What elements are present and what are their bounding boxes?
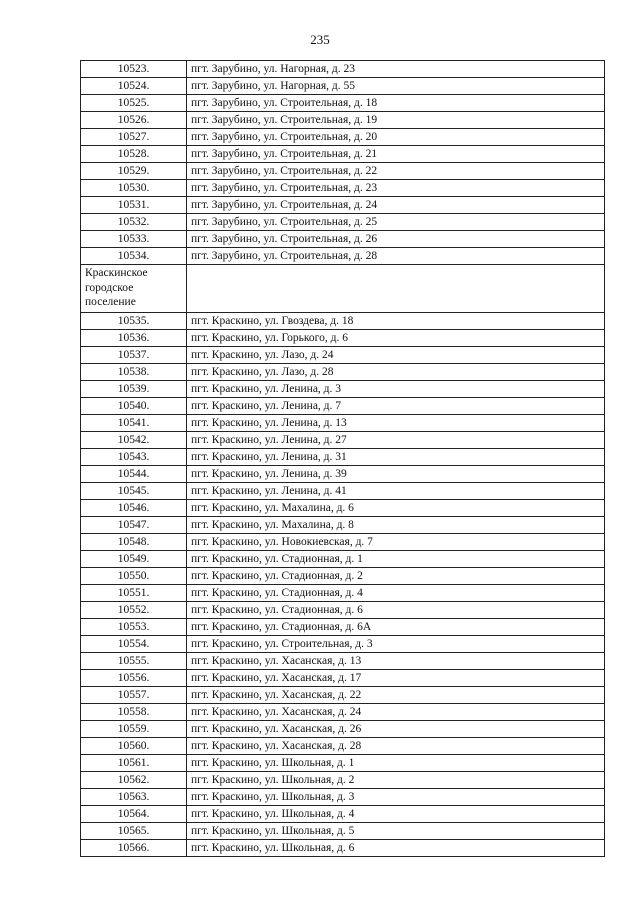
table-row bbox=[81, 95, 605, 112]
row-number: 10536. bbox=[81, 330, 187, 347]
row-number: 10528. bbox=[81, 146, 187, 163]
row-address: пгт. Зарубино, ул. Нагорная, д. 55 bbox=[187, 78, 605, 95]
table-row bbox=[81, 517, 605, 534]
table-row bbox=[81, 772, 605, 789]
row-number: 10560. bbox=[81, 738, 187, 755]
row-address: пгт. Краскино, ул. Строительная, д. 3 bbox=[187, 636, 605, 653]
row-address: пгт. Краскино, ул. Хасанская, д. 26 bbox=[187, 721, 605, 738]
row-address: пгт. Краскино, ул. Стадионная, д. 6А bbox=[187, 619, 605, 636]
row-number: 10535. bbox=[81, 313, 187, 330]
table-row bbox=[81, 146, 605, 163]
table-row bbox=[81, 214, 605, 231]
row-address: пгт. Краскино, ул. Ленина, д. 39 bbox=[187, 466, 605, 483]
row-number: 10534. bbox=[81, 248, 187, 265]
row-address: пгт. Краскино, ул. Новокиевская, д. 7 bbox=[187, 534, 605, 551]
row-address: пгт. Зарубино, ул. Строительная, д. 21 bbox=[187, 146, 605, 163]
row-number: 10549. bbox=[81, 551, 187, 568]
table-row bbox=[81, 738, 605, 755]
row-address: пгт. Краскино, ул. Стадионная, д. 2 bbox=[187, 568, 605, 585]
row-address: пгт. Зарубино, ул. Строительная, д. 20 bbox=[187, 129, 605, 146]
row-address: пгт. Краскино, ул. Ленина, д. 31 bbox=[187, 449, 605, 466]
row-address: пгт. Краскино, ул. Стадионная, д. 1 bbox=[187, 551, 605, 568]
row-address: пгт. Краскино, ул. Хасанская, д. 17 bbox=[187, 670, 605, 687]
table-row bbox=[81, 381, 605, 398]
row-address: пгт. Краскино, ул. Школьная, д. 2 bbox=[187, 772, 605, 789]
row-address: пгт. Краскино, ул. Ленина, д. 7 bbox=[187, 398, 605, 415]
row-number: 10566. bbox=[81, 840, 187, 857]
row-address: пгт. Краскино, ул. Лазо, д. 28 bbox=[187, 364, 605, 381]
row-address: пгт. Зарубино, ул. Строительная, д. 25 bbox=[187, 214, 605, 231]
table-row bbox=[81, 415, 605, 432]
row-number: 10527. bbox=[81, 129, 187, 146]
row-number: 10548. bbox=[81, 534, 187, 551]
row-address: пгт. Краскино, ул. Горького, д. 6 bbox=[187, 330, 605, 347]
row-number: 10554. bbox=[81, 636, 187, 653]
row-number: 10537. bbox=[81, 347, 187, 364]
row-number: 10540. bbox=[81, 398, 187, 415]
row-number: 10529. bbox=[81, 163, 187, 180]
row-number: 10538. bbox=[81, 364, 187, 381]
table-row bbox=[81, 619, 605, 636]
page-number: 235 bbox=[310, 32, 330, 47]
row-number: 10539. bbox=[81, 381, 187, 398]
row-address: пгт. Краскино, ул. Школьная, д. 3 bbox=[187, 789, 605, 806]
table-row bbox=[81, 347, 605, 364]
row-address: пгт. Зарубино, ул. Строительная, д. 19 bbox=[187, 112, 605, 129]
table-row bbox=[81, 180, 605, 197]
table-row bbox=[81, 231, 605, 248]
section-header-row bbox=[81, 265, 605, 313]
table-row bbox=[81, 500, 605, 517]
table-row bbox=[81, 806, 605, 823]
table-row bbox=[81, 823, 605, 840]
table-row bbox=[81, 602, 605, 619]
table-row bbox=[81, 483, 605, 500]
table-row bbox=[81, 466, 605, 483]
row-address: пгт. Краскино, ул. Школьная, д. 1 bbox=[187, 755, 605, 772]
table-row bbox=[81, 534, 605, 551]
table-row bbox=[81, 704, 605, 721]
table-row bbox=[81, 163, 605, 180]
row-number: 10559. bbox=[81, 721, 187, 738]
table-row bbox=[81, 432, 605, 449]
row-number: 10565. bbox=[81, 823, 187, 840]
row-number: 10524. bbox=[81, 78, 187, 95]
row-number: 10555. bbox=[81, 653, 187, 670]
table-row bbox=[81, 789, 605, 806]
table-row bbox=[81, 636, 605, 653]
table-row bbox=[81, 248, 605, 265]
table-row bbox=[81, 129, 605, 146]
row-number: 10552. bbox=[81, 602, 187, 619]
row-number: 10558. bbox=[81, 704, 187, 721]
row-number: 10562. bbox=[81, 772, 187, 789]
row-address: пгт. Краскино, ул. Гвоздева, д. 18 bbox=[187, 313, 605, 330]
table-row bbox=[81, 721, 605, 738]
row-address: пгт. Краскино, ул. Школьная, д. 6 bbox=[187, 840, 605, 857]
row-address: пгт. Краскино, ул. Школьная, д. 4 bbox=[187, 806, 605, 823]
row-address: пгт. Краскино, ул. Лазо, д. 24 bbox=[187, 347, 605, 364]
row-number: 10557. bbox=[81, 687, 187, 704]
row-address: пгт. Краскино, ул. Хасанская, д. 24 bbox=[187, 704, 605, 721]
row-address: пгт. Краскино, ул. Ленина, д. 3 bbox=[187, 381, 605, 398]
row-address: пгт. Краскино, ул. Махалина, д. 6 bbox=[187, 500, 605, 517]
row-number: 10556. bbox=[81, 670, 187, 687]
table-row bbox=[81, 653, 605, 670]
row-number: 10542. bbox=[81, 432, 187, 449]
row-number: 10550. bbox=[81, 568, 187, 585]
row-number: 10564. bbox=[81, 806, 187, 823]
row-address: пгт. Зарубино, ул. Строительная, д. 26 bbox=[187, 231, 605, 248]
table-row bbox=[81, 670, 605, 687]
table-row bbox=[81, 364, 605, 381]
row-address: пгт. Зарубино, ул. Строительная, д. 22 bbox=[187, 163, 605, 180]
table-row bbox=[81, 398, 605, 415]
row-number: 10543. bbox=[81, 449, 187, 466]
row-address: пгт. Зарубино, ул. Строительная, д. 18 bbox=[187, 95, 605, 112]
table-row bbox=[81, 568, 605, 585]
row-number: 10553. bbox=[81, 619, 187, 636]
row-address: пгт. Зарубино, ул. Строительная, д. 24 bbox=[187, 197, 605, 214]
row-number: 10561. bbox=[81, 755, 187, 772]
section-empty-cell bbox=[187, 265, 605, 313]
table-row bbox=[81, 61, 605, 78]
row-number: 10547. bbox=[81, 517, 187, 534]
row-number: 10532. bbox=[81, 214, 187, 231]
row-address: пгт. Краскино, ул. Ленина, д. 41 bbox=[187, 483, 605, 500]
row-address: пгт. Зарубино, ул. Нагорная, д. 23 bbox=[187, 61, 605, 78]
row-address: пгт. Краскино, ул. Хасанская, д. 13 bbox=[187, 653, 605, 670]
row-number: 10544. bbox=[81, 466, 187, 483]
row-address: пгт. Краскино, ул. Ленина, д. 13 bbox=[187, 415, 605, 432]
row-address: пгт. Краскино, ул. Стадионная, д. 4 bbox=[187, 585, 605, 602]
address-table-body bbox=[81, 61, 605, 857]
row-address: пгт. Краскино, ул. Хасанская, д. 22 bbox=[187, 687, 605, 704]
row-address: пгт. Зарубино, ул. Строительная, д. 28 bbox=[187, 248, 605, 265]
row-number: 10525. bbox=[81, 95, 187, 112]
table-row bbox=[81, 78, 605, 95]
table-row bbox=[81, 330, 605, 347]
table-row bbox=[81, 112, 605, 129]
address-table bbox=[80, 60, 605, 857]
row-number: 10563. bbox=[81, 789, 187, 806]
row-address: пгт. Краскино, ул. Махалина, д. 8 bbox=[187, 517, 605, 534]
row-number: 10526. bbox=[81, 112, 187, 129]
row-number: 10523. bbox=[81, 61, 187, 78]
row-address: пгт. Краскино, ул. Ленина, д. 27 bbox=[187, 432, 605, 449]
row-address: пгт. Зарубино, ул. Строительная, д. 23 bbox=[187, 180, 605, 197]
row-number: 10546. bbox=[81, 500, 187, 517]
section-label: Краскинское городское поселение bbox=[81, 265, 187, 313]
table-row bbox=[81, 197, 605, 214]
table-row bbox=[81, 840, 605, 857]
row-number: 10541. bbox=[81, 415, 187, 432]
row-address: пгт. Краскино, ул. Школьная, д. 5 bbox=[187, 823, 605, 840]
row-number: 10531. bbox=[81, 197, 187, 214]
row-number: 10530. bbox=[81, 180, 187, 197]
row-number: 10551. bbox=[81, 585, 187, 602]
table-row bbox=[81, 585, 605, 602]
table-row bbox=[81, 687, 605, 704]
table-row bbox=[81, 755, 605, 772]
table-row bbox=[81, 551, 605, 568]
table-row bbox=[81, 449, 605, 466]
row-address: пгт. Краскино, ул. Стадионная, д. 6 bbox=[187, 602, 605, 619]
row-number: 10545. bbox=[81, 483, 187, 500]
row-number: 10533. bbox=[81, 231, 187, 248]
row-address: пгт. Краскино, ул. Хасанская, д. 28 bbox=[187, 738, 605, 755]
table-row bbox=[81, 313, 605, 330]
